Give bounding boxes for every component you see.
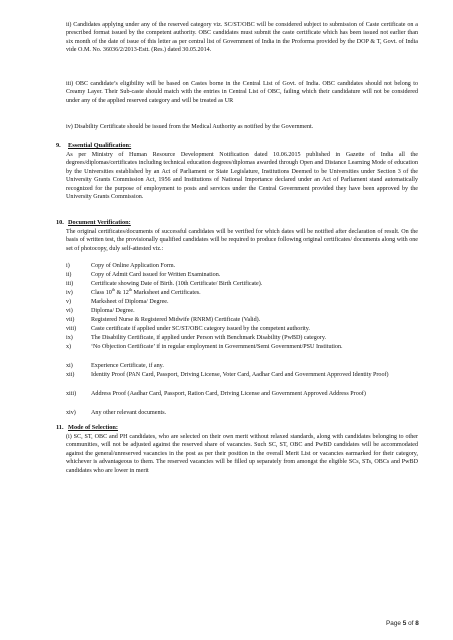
list-item-text: Caste certificate if applied under SC/ST/OBC category issued by the competent authority.: [91, 326, 310, 332]
section-9-body: As per Ministry of Human Resource Development Notification dated 10.06.2015 published in Gazette of India all the degrees/diplomas/certificates including technical education degrees/diplomas awarded through Open and Distance Learning Mode of education by the Universities established by an Act of Parliament or State Legislature, Institutions Deemed to be Universities under Section 3 of the University Grants Commission Act, 1956 and Institutions of National Importance declared under an Act of Parliament stand automatically recognized for the purpose of employment to posts and services under the Central Government provided they have been approved by the University Grants Commission.: [66, 152, 418, 201]
list-item-text: Diploma/ Degree.: [91, 308, 135, 314]
list-item-text-part: & 12: [114, 290, 129, 296]
list-item-text: Registered Nurse & Registered Midwife (RNRM) Certificate (Valid).: [91, 317, 261, 323]
para-iii-obc-eligibility: iii) OBC candidate’s eligibility will be based on Castes borne in the Central List of Govt. of India. OBC candidates should not belong to Creamy Layer. Their Sub-caste should match with the entries in Central List of OBC, failing which their candidature will not be considered under any of the applied reserved category and will be treated as UR: [66, 81, 418, 104]
list-item-number: vi): [66, 308, 73, 314]
list-item-text: ‘No Objection Certificate’ if in regular employment in Government/Semi Government/PSU Institution.: [91, 344, 343, 350]
superscript: th: [111, 286, 115, 292]
list-item-number: v): [66, 299, 72, 305]
list-item-text: [91, 286, 418, 297]
list-item-number: ix): [66, 335, 73, 341]
list-item-number: xiii): [66, 391, 77, 397]
section-title: Mode of Selection:: [68, 424, 119, 431]
list-item-number: ii): [66, 272, 72, 278]
list-item-text: Certificate showing Date of Birth. (10th Certificate/ Birth Certificate).: [91, 281, 263, 287]
list-item-number: vii): [66, 317, 75, 323]
para-iv-disability-certificate: iv) Disability Certificate should be issued from the Medical Authority as notified by the Government.: [66, 124, 314, 130]
list-item-text-part: Marksheet and Certificates.: [131, 290, 201, 296]
section-title: Document Verification:: [68, 219, 131, 226]
superscript: th: [128, 286, 132, 292]
list-item-number: iii): [66, 281, 74, 287]
para-ii-caste-certificate: ii) Candidates applying under any of the reserved category viz. SC/ST/OBC will be considered subject to submission of Caste certificate on a prescribed format issued by the competent authority. OBC candidates must submit the caste certificate which has been issued not earlier than six month of the date of issue of this letter as per central list of Government of India in the Proforma provided by the DOP & T, Govt. of India vide O.M. No. 36036/2/2013-Estt. (Res.) dated 30.05.2014.: [66, 22, 418, 54]
section-number: 10.: [56, 219, 64, 226]
list-item-number: x): [66, 344, 72, 350]
section-11-heading: [56, 424, 416, 432]
section-9-heading: [56, 142, 416, 150]
section-10-heading: [56, 219, 416, 227]
section-11-body: (i) SC, ST, OBC and PH candidates, who are selected on their own merit without relaxed standards, along with candidates belonging to other communities, will not be adjusted against the reserved share of vacancies. Such SC, ST, OBC and PwBD candidates will be accommodated against the general/unreserved vacancies in the post as per their position in the overall Merit List or vacancies earmarked for their category, whichever is advantageous to them. The reserved vacancies will be filled up separately from amongst the eligible SCs, STs, OBCs and PwBD candidates who are lower in merit: [66, 434, 418, 474]
of-label: of: [408, 620, 414, 627]
page-label: Page: [386, 620, 401, 627]
list-item-text: Copy of Admit Card issued for Written Examination.: [91, 272, 221, 278]
total-pages: 8: [415, 620, 419, 627]
list-item-number: i): [66, 263, 70, 269]
section-number: 11.: [56, 424, 64, 431]
list-item-text: The Disability Certificate, if applied under Person with Benchmark Disability (PwBD) category.: [91, 335, 327, 341]
list-item-text: Experience Certificate, if any.: [91, 363, 164, 369]
list-item-number: xi): [66, 363, 73, 369]
list-item-number: xii): [66, 372, 75, 378]
list-item-text: Any other relevant documents.: [91, 410, 167, 416]
list-item-number: viii): [66, 326, 77, 332]
list-item-number: xiv): [66, 410, 76, 416]
list-item-number: iv): [66, 290, 73, 296]
page-number-footer: [386, 620, 419, 627]
section-title: Essential Qualification:: [68, 142, 132, 149]
list-item-text: Copy of Online Application Form.: [91, 263, 176, 269]
list-item-text: Marksheet of Diploma/ Degree.: [91, 299, 169, 305]
list-item-text-part: Class 10: [91, 290, 112, 296]
list-item-text: Identity Proof (PAN Card, Passport, Driving License, Voter Card, Aadhar Card and Government Approved Identity Proof): [91, 372, 389, 378]
list-item-text: Address Proof (Aadhar Card, Passport, Ration Card, Driving License and Government Approved Address Proof): [91, 391, 366, 397]
current-page-number: 5: [402, 620, 407, 627]
section-number: 9.: [56, 142, 61, 149]
section-10-body: The original certificates/documents of successful candidates will be verified for which dates will be notified after declaration of result. On the basis of written test, the provisionally qualified candidates will be required to produce following original certificates/ documents along with one set of photocopy, duly self-attested viz.:: [66, 229, 418, 252]
